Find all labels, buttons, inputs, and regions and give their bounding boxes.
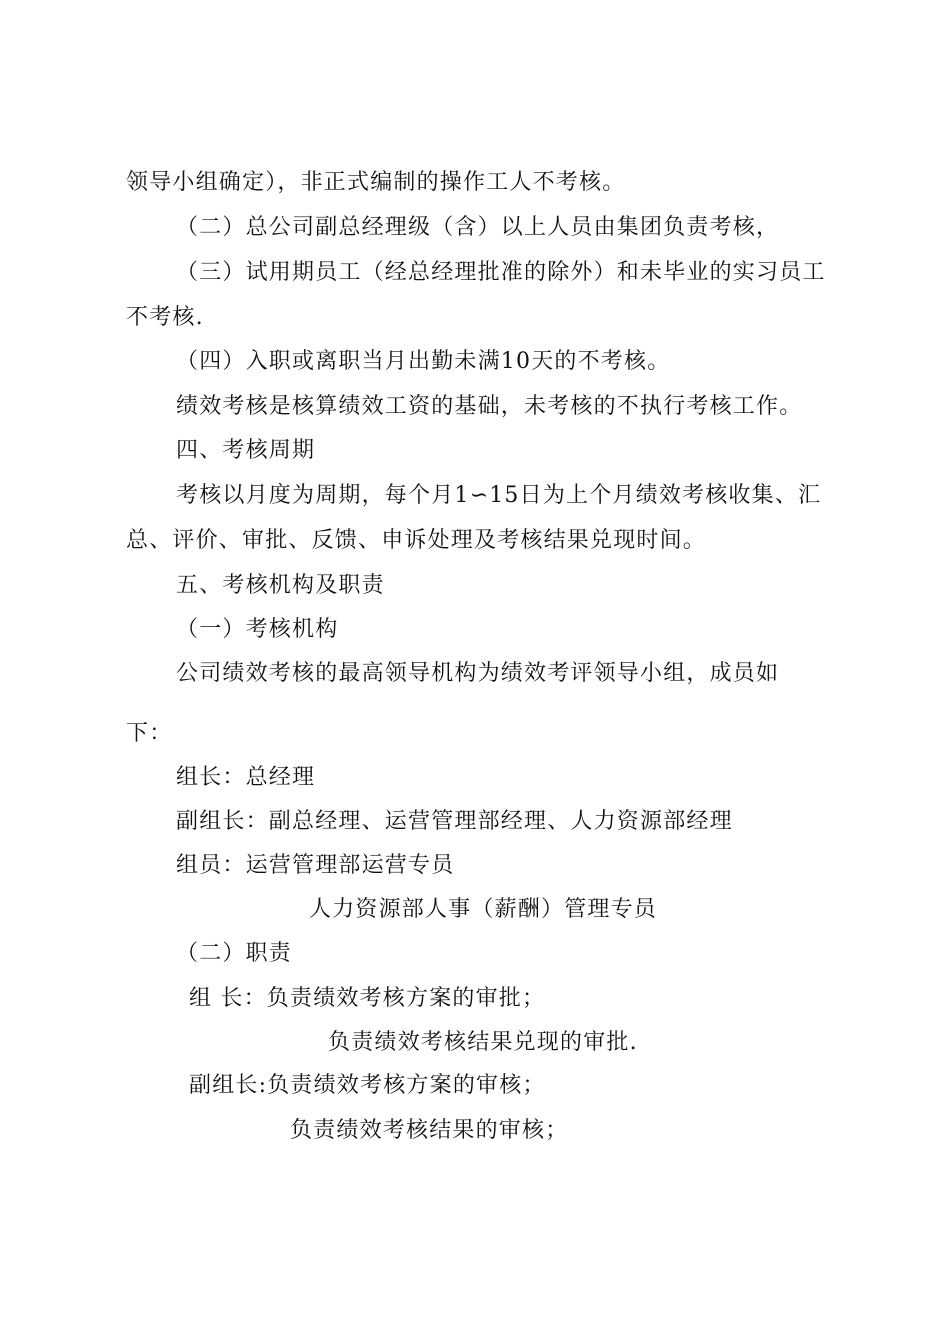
paragraph-line: 考核以月度为周期，每个月1∽15日为上个月绩效考核收集、汇 bbox=[176, 483, 822, 508]
section-heading: 四、考核周期 bbox=[176, 438, 316, 463]
member-line: 人力资源部人事（薪酬）管理专员 bbox=[309, 897, 658, 922]
paragraph-line: 领导小组确定），非正式编制的操作工人不考核。 bbox=[126, 170, 626, 195]
paragraph-line: 不考核. bbox=[126, 305, 204, 330]
paragraph-line: 总、评价、审批、反馈、申诉处理及考核结果兑现时间。 bbox=[126, 528, 707, 553]
member-line: 组长：总经理 bbox=[176, 765, 316, 790]
member-line: 组员：运营管理部运营专员 bbox=[176, 853, 455, 878]
member-line: 副组长：副总经理、运营管理部经理、人力资源部经理 bbox=[176, 809, 733, 834]
subsection-heading: （二）职责 bbox=[176, 941, 293, 966]
subsection-heading: （一）考核机构 bbox=[176, 617, 339, 642]
duty-line: 负责绩效考核结果兑现的审批. bbox=[328, 1030, 638, 1055]
duty-line: 负责绩效考核结果的审核； bbox=[290, 1118, 569, 1143]
duty-line: 组 长：负责绩效考核方案的审批； bbox=[189, 986, 546, 1011]
section-heading: 五、考核机构及职责 bbox=[176, 573, 385, 598]
paragraph-line: 公司绩效考核的最高领导机构为绩效考评领导小组，成员如 bbox=[176, 661, 780, 686]
paragraph-line: （四）入职或离职当月出勤未满10天的不考核。 bbox=[176, 349, 671, 374]
paragraph-line: （二）总公司副总经理级（含）以上人员由集团负责考核， bbox=[176, 215, 780, 240]
duty-line: 副组长:负责绩效考核方案的审核； bbox=[189, 1073, 546, 1098]
paragraph-line: （三）试用期员工（经总经理批准的除外）和未毕业的实习员工 bbox=[176, 260, 826, 285]
paragraph-line: 绩效考核是核算绩效工资的基础，未考核的不执行考核工作。 bbox=[176, 394, 803, 419]
paragraph-line: 下： bbox=[126, 721, 173, 746]
